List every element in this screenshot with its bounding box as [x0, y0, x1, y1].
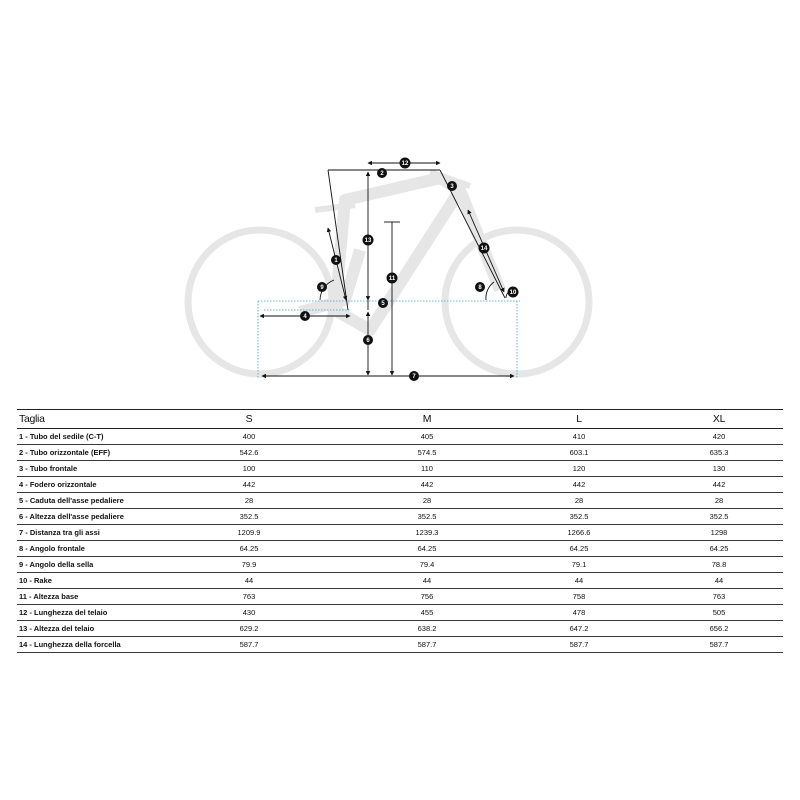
svg-text:14: 14 [480, 246, 488, 252]
row-value: 629.2 [147, 621, 351, 637]
row-value: 638.2 [351, 621, 503, 637]
table-row [17, 589, 783, 605]
header-m: M [351, 410, 503, 429]
row-value: 352.5 [503, 509, 655, 525]
row-label: 5 - Caduta dell'asse pedaliere [17, 493, 147, 509]
table-row [17, 477, 783, 493]
header-size: Taglia [17, 410, 147, 429]
svg-text:10: 10 [509, 290, 517, 296]
row-label: 1 - Tubo del sedile (C-T) [17, 429, 147, 445]
row-value: 44 [351, 573, 503, 589]
row-value: 505 [655, 605, 783, 621]
table-row [17, 445, 783, 461]
row-label: 4 - Fodero orizzontale [17, 477, 147, 493]
row-value: 100 [147, 461, 351, 477]
callout-8 [475, 282, 485, 292]
row-value: 110 [351, 461, 503, 477]
table-row [17, 461, 783, 477]
row-label: 6 - Altezza dell'asse pedaliere [17, 509, 147, 525]
row-value: 1266.6 [503, 525, 655, 541]
row-value: 44 [655, 573, 783, 589]
table-row [17, 573, 783, 589]
row-value: 1239.3 [351, 525, 503, 541]
table-row [17, 605, 783, 621]
row-value: 44 [147, 573, 351, 589]
row-value: 574.5 [351, 445, 503, 461]
header-l: L [503, 410, 655, 429]
row-value: 763 [655, 589, 783, 605]
row-label: 12 - Lunghezza del telaio [17, 605, 147, 621]
table-row [17, 525, 783, 541]
row-value: 352.5 [147, 509, 351, 525]
callout-1 [331, 255, 341, 265]
callout-3 [447, 181, 457, 191]
callout-11 [387, 273, 398, 284]
row-value: 758 [503, 589, 655, 605]
svg-text:3: 3 [450, 184, 454, 190]
table-row [17, 493, 783, 509]
row-value: 603.1 [503, 445, 655, 461]
row-label: 13 - Altezza del telaio [17, 621, 147, 637]
row-value: 1298 [655, 525, 783, 541]
row-label: 8 - Angolo frontale [17, 541, 147, 557]
table-row [17, 509, 783, 525]
row-value: 635.3 [655, 445, 783, 461]
row-value: 656.2 [655, 621, 783, 637]
row-value: 420 [655, 429, 783, 445]
row-value: 44 [503, 573, 655, 589]
row-label: 7 - Distanza tra gli assi [17, 525, 147, 541]
row-value: 442 [147, 477, 351, 493]
row-value: 28 [147, 493, 351, 509]
row-value: 442 [655, 477, 783, 493]
row-value: 442 [351, 477, 503, 493]
row-value: 587.7 [503, 637, 655, 653]
callout-12 [400, 158, 411, 169]
table-row [17, 429, 783, 445]
row-label: 11 - Altezza base [17, 589, 147, 605]
row-value: 28 [503, 493, 655, 509]
row-value: 455 [351, 605, 503, 621]
row-value: 587.7 [655, 637, 783, 653]
row-value: 352.5 [655, 509, 783, 525]
row-value: 442 [503, 477, 655, 493]
callout-10 [508, 287, 519, 298]
table-row [17, 557, 783, 573]
callout-4 [300, 311, 310, 321]
row-value: 1209.9 [147, 525, 351, 541]
row-value: 405 [351, 429, 503, 445]
table-header-row [17, 410, 783, 429]
row-value: 64.25 [503, 541, 655, 557]
row-label: 14 - Lunghezza della forcella [17, 637, 147, 653]
row-label: 10 - Rake [17, 573, 147, 589]
row-value: 410 [503, 429, 655, 445]
svg-text:5: 5 [381, 301, 385, 307]
row-value: 478 [503, 605, 655, 621]
row-label: 3 - Tubo frontale [17, 461, 147, 477]
row-value: 79.9 [147, 557, 351, 573]
row-value: 542.6 [147, 445, 351, 461]
table-row [17, 637, 783, 653]
row-value: 400 [147, 429, 351, 445]
row-value: 79.4 [351, 557, 503, 573]
svg-text:1: 1 [334, 258, 338, 264]
table-row [17, 541, 783, 557]
callout-14 [479, 243, 490, 254]
row-value: 64.25 [147, 541, 351, 557]
row-value: 64.25 [351, 541, 503, 557]
row-value: 587.7 [147, 637, 351, 653]
bike-silhouette [188, 172, 589, 374]
row-value: 64.25 [655, 541, 783, 557]
header-xl: XL [655, 410, 783, 429]
row-value: 756 [351, 589, 503, 605]
svg-text:13: 13 [364, 238, 372, 244]
row-value: 28 [351, 493, 503, 509]
rear-wheel [188, 230, 332, 374]
svg-text:7: 7 [412, 374, 416, 380]
row-value: 130 [655, 461, 783, 477]
svg-text:11: 11 [388, 276, 396, 282]
row-value: 647.2 [503, 621, 655, 637]
callout-9 [317, 282, 327, 292]
row-label: 2 - Tubo orizzontale (EFF) [17, 445, 147, 461]
callout-5 [378, 298, 388, 308]
row-value: 78.8 [655, 557, 783, 573]
row-value: 120 [503, 461, 655, 477]
svg-text:4: 4 [303, 314, 307, 320]
svg-text:12: 12 [401, 161, 409, 167]
frame-shape [300, 178, 500, 330]
svg-text:6: 6 [366, 338, 370, 344]
row-value: 79.1 [503, 557, 655, 573]
callout-13 [363, 235, 374, 246]
row-label: 9 - Angolo della sella [17, 557, 147, 573]
row-value: 430 [147, 605, 351, 621]
table-row [17, 621, 783, 637]
header-s: S [147, 410, 351, 429]
callout-2 [377, 168, 387, 178]
row-value: 587.7 [351, 637, 503, 653]
row-value: 763 [147, 589, 351, 605]
row-value: 28 [655, 493, 783, 509]
row-value: 352.5 [351, 509, 503, 525]
svg-text:8: 8 [478, 285, 482, 291]
callout-7 [409, 371, 419, 381]
callout-6 [363, 335, 373, 345]
svg-text:2: 2 [380, 171, 384, 177]
svg-text:9: 9 [320, 285, 324, 291]
geometry-table [17, 409, 783, 653]
